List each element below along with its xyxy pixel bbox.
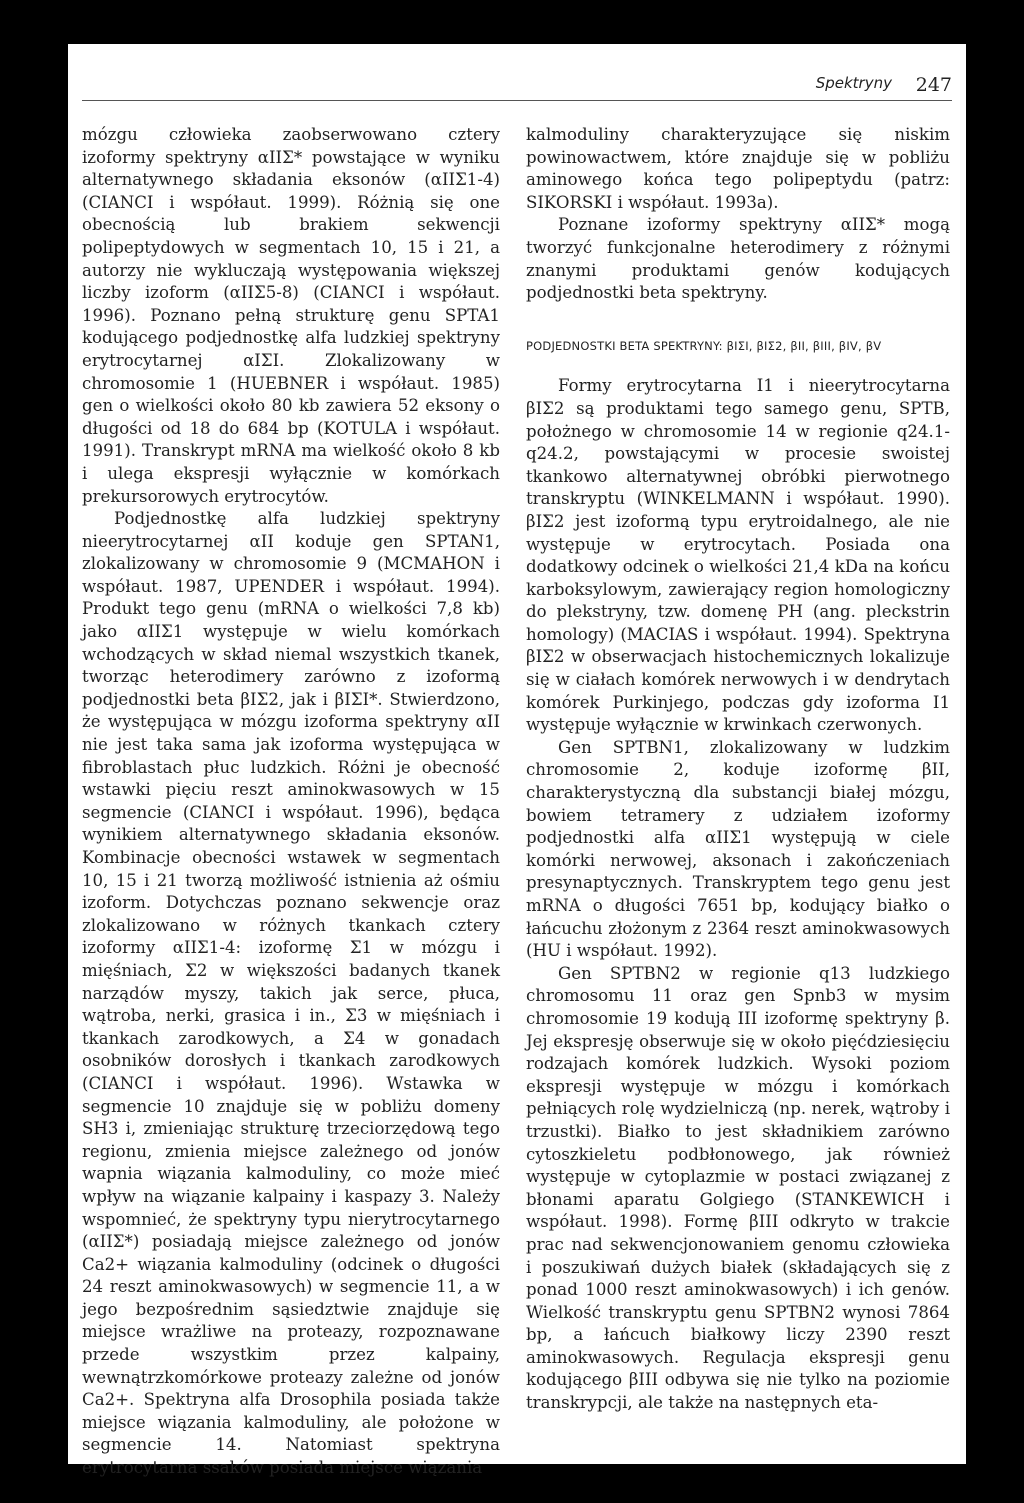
paragraph: Podjednostkę alfa ludzkiej spektryny nieerytrocytarnej αII koduje gen SPTAN1, zlokalizowany w chromosomie 9 (MCMAHON i współaut. 1987, UPENDER i współaut. 1994). Produkt tego genu (mRNA o wielkości 7,8 kb) jako αIIΣ1 występuje w wielu komórkach wchodzących w skład niemal wszystkich tkanek, tworząc heterodimery zarówno z izoformą podjednostki beta βIΣ2, jak i βIΣI*. Stwierdzono, że występująca w mózgu izoforma spektryny αII nie jest taka sama jak izoforma występująca w fibroblastach płuc ludzkich. Różni je obecność wstawki pięciu reszt aminokwasowych w 15 segmencie (CIANCI i współaut. 1996), będąca wynikiem alternatywnego składania eksonów. Kombinacje obecności wstawek w segmentach 10, 15 i 21 tworzą możliwość istnienia aż ośmiu izoform. Dotychczas poznano sekwencje oraz zlokalizowano w różnych tkankach cztery izoformy αIIΣ1-4: izoformę Σ1 w mózgu i mięśniach, Σ2 w większości badanych tkanek narządów myszy, takich jak serce, płuca, wątroba, nerki, grasica i in., Σ3 w mięśniach i tkankach zarodkowych, a Σ4 w gonadach osobników dorosłych i tkankach zarodkowych (CIANCI i współaut. 1996). Wstawka w segmencie 10 znajduje się w pobliżu domeny SH3 i, zmieniając strukturę trzeciorzędową tego regionu, zmienia miejsce zależnego od jonów wapnia wiązania kalmoduliny, co może mieć wpływ na wiązanie kalpainy i kaspazy 3. Należy wspomnieć, że spektryny typu nierytrocytarnego (αIIΣ*) posiadają miejsce zależnego od jonów Ca2+ wiązania kalmoduliny (odcinek o długości 24 reszt aminokwasowych) w segmencie 11, a w jego bezpośrednim sąsiedztwie znajduje się miejsce wrażliwe na proteazy, rozpoznawane przede wszystkim przez kalpainy, wewnątrzkomórkowe proteazy zależne od jonów Ca2+. Spektryna alfa Drosophila posiada także miejsce wiązania kalmoduliny, ale położone w segmencie 14. Natomiast spektryna erytrocytarna ssaków posiada miejsce wiązania [82, 509, 500, 1478]
right-column [526, 124, 950, 1415]
left-column [82, 124, 500, 1480]
book-page [68, 44, 966, 1478]
section-heading: PODJEDNOSTKI BETA SPEKTRYNY: βIΣI, βIΣ2, βII, βIII, βIV, βV [526, 338, 882, 353]
paragraph: Gen SPTBN2 w regionie q13 ludzkiego chromosomu 11 oraz gen Spnb3 w mysim chromosomie 19 kodują III izoformę spektryny β. Jej ekspresję obserwuje się w około pięćdziesięciu rodzajach komórek ludzkich. Wysoki poziom ekspresji występuje w mózgu i komórkach pełniących rolę wydzielniczą (np. nerek, wątroby i trzustki). Białko to jest składnikiem zarówno cytoszkieletu podbłonowego, jak również występuje w cytoplazmie w postaci związanej z błonami aparatu Golgiego (STANKEWICH i współaut. 1998). Formę βIII odkryto w trakcie prac nad sekwencjonowaniem genomu człowieka i poszukiwań dużych białek (składających się z ponad 1000 reszt aminokwasowych) i ich genów. Wielkość transkryptu genu SPTBN2 wynosi 7864 bp, a łańcuch białkowy liczy 2390 reszt aminokwasowych. Regulacja ekspresji genu kodującego βIII odbywa się nie tylko na poziomie transkrypcji, ale także na następnych eta- [526, 963, 950, 1413]
paragraph: Gen SPTBN1, zlokalizowany w ludzkim chromosomie 2, koduje izoformę βII, charakterystyczną dla substancji białej mózgu, bowiem tetramery z udziałem izoformy podjednostki alfa αIIΣ1 występują w ciele komórki nerwowej, aksonach i zakończeniach presynaptycznych. Transkryptem tego genu jest mRNA o długości 7651 bp, kodujący białko o łańcuchu złożonym z 2364 reszt aminokwasowych (HU i współaut. 1992). [526, 737, 950, 961]
paragraph: kalmoduliny charakteryzujące się niskim powinowactwem, które znajduje się w pobliżu aminowego końca tego polipeptydu (patrz: SIKORSKI i współaut. 1993a). [526, 125, 950, 212]
page-number: 247 [915, 74, 952, 96]
running-title: Spektryny [815, 74, 892, 92]
paragraph: Formy erytrocytarna I1 i nieerytrocytarna βIΣ2 są produktami tego samego genu, SPTB, położnego w chromosomie 14 w regionie q24.1-q24.2, powstającymi w procesie swoistej tkankowo alternatywnej obróbki pierwotnego transkryptu (WINKELMANN i współaut. 1990). βIΣ2 jest izoformą typu erytroidalnego, ale nie występuje w erytrocytach. Posiada ona dodatkowy odcinek o wielkości 21,4 kDa na końcu karboksylowym, zawierający region homologiczny do plekstryny, tzw. domenę PH (ang. pleckstrin homology) (MACIAS i współaut. 1994). Spektryna βIΣ2 w obserwacjach histochemicznych lokalizuje się w ciałach komórek nerwowych i w dendrytach komórek Purkinjego, podczas gdy izoforma I1 występuje wyłącznie w krwinkach czerwonych. [526, 376, 950, 735]
paragraph: Poznane izoformy spektryny αIIΣ* mogą tworzyć funkcjonalne heterodimery z różnymi znanymi produktami genów kodujących podjednostki beta spektryny. [526, 215, 950, 303]
paragraph: mózgu człowieka zaobserwowano cztery izoformy spektryny αIIΣ* powstające w wyniku alternatywnego składania eksonów (αIIΣ1-4) (CIANCI i współaut. 1999). Różnią się one obecnością lub brakiem sekwencji polipeptydowych w segmentach 10, 15 i 21, a autorzy nie wykluczają występowania większej liczby izoform (αIIΣ5-8) (CIANCI i współaut. 1996). Poznano pełną strukturę genu SPTA1 kodującego podjednostkę alfa ludzkiej spektryny erytrocytarnej αIΣI. Zlokalizowany w chromosomie 1 (HUEBNER i współaut. 1985) gen o wielkości około 80 kb zawiera 52 eksony o długości od 18 do 684 bp (KOTULA i współaut. 1991). Transkrypt mRNA ma wielkość około 8 kb i ulega ekspresji wyłącznie w komórkach prekursorowych erytrocytów. [82, 125, 500, 506]
running-header [82, 74, 952, 101]
